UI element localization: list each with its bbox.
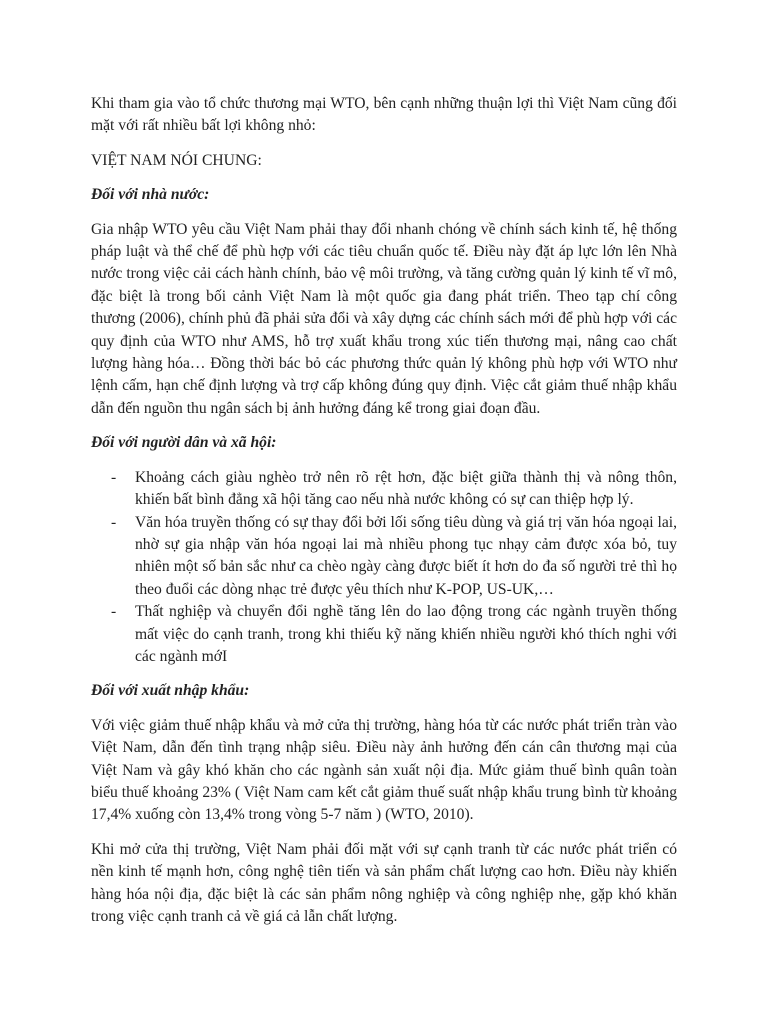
subheading-society: Đối với người dân và xã hội:	[91, 434, 277, 452]
bullet-text: Thất nghiệp và chuyển đổi nghề tăng lên do lao động trong các ngành truyền thống mất việc do cạnh tranh, trong khi thiếu kỹ năng khiến nhiều người khó thích nghi với các ngành mớI	[135, 603, 677, 665]
intro-paragraph: Khi tham gia vào tổ chức thương mại WTO, bên cạnh những thuận lợi thì Việt Nam cũng đối mặt với rất nhiều bất lợi không nhỏ:	[91, 95, 677, 135]
bullet-dash: -	[111, 468, 117, 486]
bullet-item	[91, 601, 677, 668]
trade-paragraph-2: Khi mở cửa thị trường, Việt Nam phải đối mặt với sự cạnh tranh từ các nước phát triển có nền kinh tế mạnh hơn, công nghệ tiên tiến và sản phẩm chất lượng cao hơn. Điều này khiến hàng hóa nội địa, đặc biệt là các sản phẩm nông nghiệp và công nghiệp nhẹ, gặp khó khăn trong việc cạnh tranh cả về giá cả lẫn chất lượng.	[91, 840, 677, 925]
state-paragraph: Gia nhập WTO yêu cầu Việt Nam phải thay đổi nhanh chóng về chính sách kinh tế, hệ thống pháp luật và thể chế để phù hợp với các tiêu chuẩn quốc tế. Điều này đặt áp lực lớn lên Nhà nước trong việc cải cách hành chính, bảo vệ môi trường, và tăng cường quản lý kinh tế vĩ mô, đặc biệt là trong bối cảnh Việt Nam là một quốc gia đang phát triển. Theo tạp chí công thương (2006), chính phủ đã phải sửa đổi và xây dựng các chính sách mới để phù hợp với các quy định của WTO như AMS, hỗ trợ xuất khẩu trong xúc tiến thương mại, nâng cao chất lượng hàng hóa… Đồng thời bác bỏ các phương thức quản lý không phù hợp với WTO như lệnh cấm, hạn chế định lượng và trợ cấp không đúng quy định. Việc cắt giảm thuế nhập khẩu dẫn đến nguồn thu ngân sách bị ảnh hưởng đáng kể trong giai đoạn đầu.	[91, 220, 677, 417]
bullet-text: Khoảng cách giàu nghèo trở nên rõ rệt hơn, đặc biệt giữa thành thị và nông thôn, khiến bất bình đẳng xã hội tăng cao nếu nhà nước không có sự can thiệp hợp lý.	[135, 468, 677, 509]
section-heading-general: VIỆT NAM NÓI CHUNG:	[91, 151, 262, 169]
subheading-state: Đối với nhà nước:	[91, 186, 210, 204]
bullet-dash: -	[111, 513, 117, 531]
subheading-trade: Đối với xuất nhập khẩu:	[91, 682, 250, 700]
bullet-item	[91, 467, 677, 512]
document-page	[91, 93, 677, 940]
bullet-item	[91, 512, 677, 602]
trade-paragraph-1: Với việc giảm thuế nhập khẩu và mở cửa thị trường, hàng hóa từ các nước phát triển tràn vào Việt Nam, dẫn đến tình trạng nhập siêu. Điều này ảnh hưởng đến cán cân thương mại của Việt Nam và gây khó khăn cho các ngành sản xuất nội địa. Mức giảm thuế bình quân toàn biểu thuế khoảng 23% ( Việt Nam cam kết cắt giảm thuế suất nhập khẩu trung bình từ khoảng 17,4% xuống còn 13,4% trong vòng 5-7 năm ) (WTO, 2010).	[91, 716, 677, 824]
bullet-dash: -	[111, 603, 117, 621]
society-bullet-list	[91, 467, 677, 669]
bullet-text: Văn hóa truyền thống có sự thay đổi bởi lối sống tiêu dùng và giá trị văn hóa ngoại lai, nhờ sự gia nhập văn hóa ngoại lai mà nhiều phong tục nhạy cảm được xóa bỏ, tuy nhiên một số bản sắc như ca chèo ngày càng được biết ít hơn do đa số người trẻ thì họ theo đuổi các dòng nhạc trẻ được yêu thích như K-POP, US-UK,…	[135, 513, 677, 598]
